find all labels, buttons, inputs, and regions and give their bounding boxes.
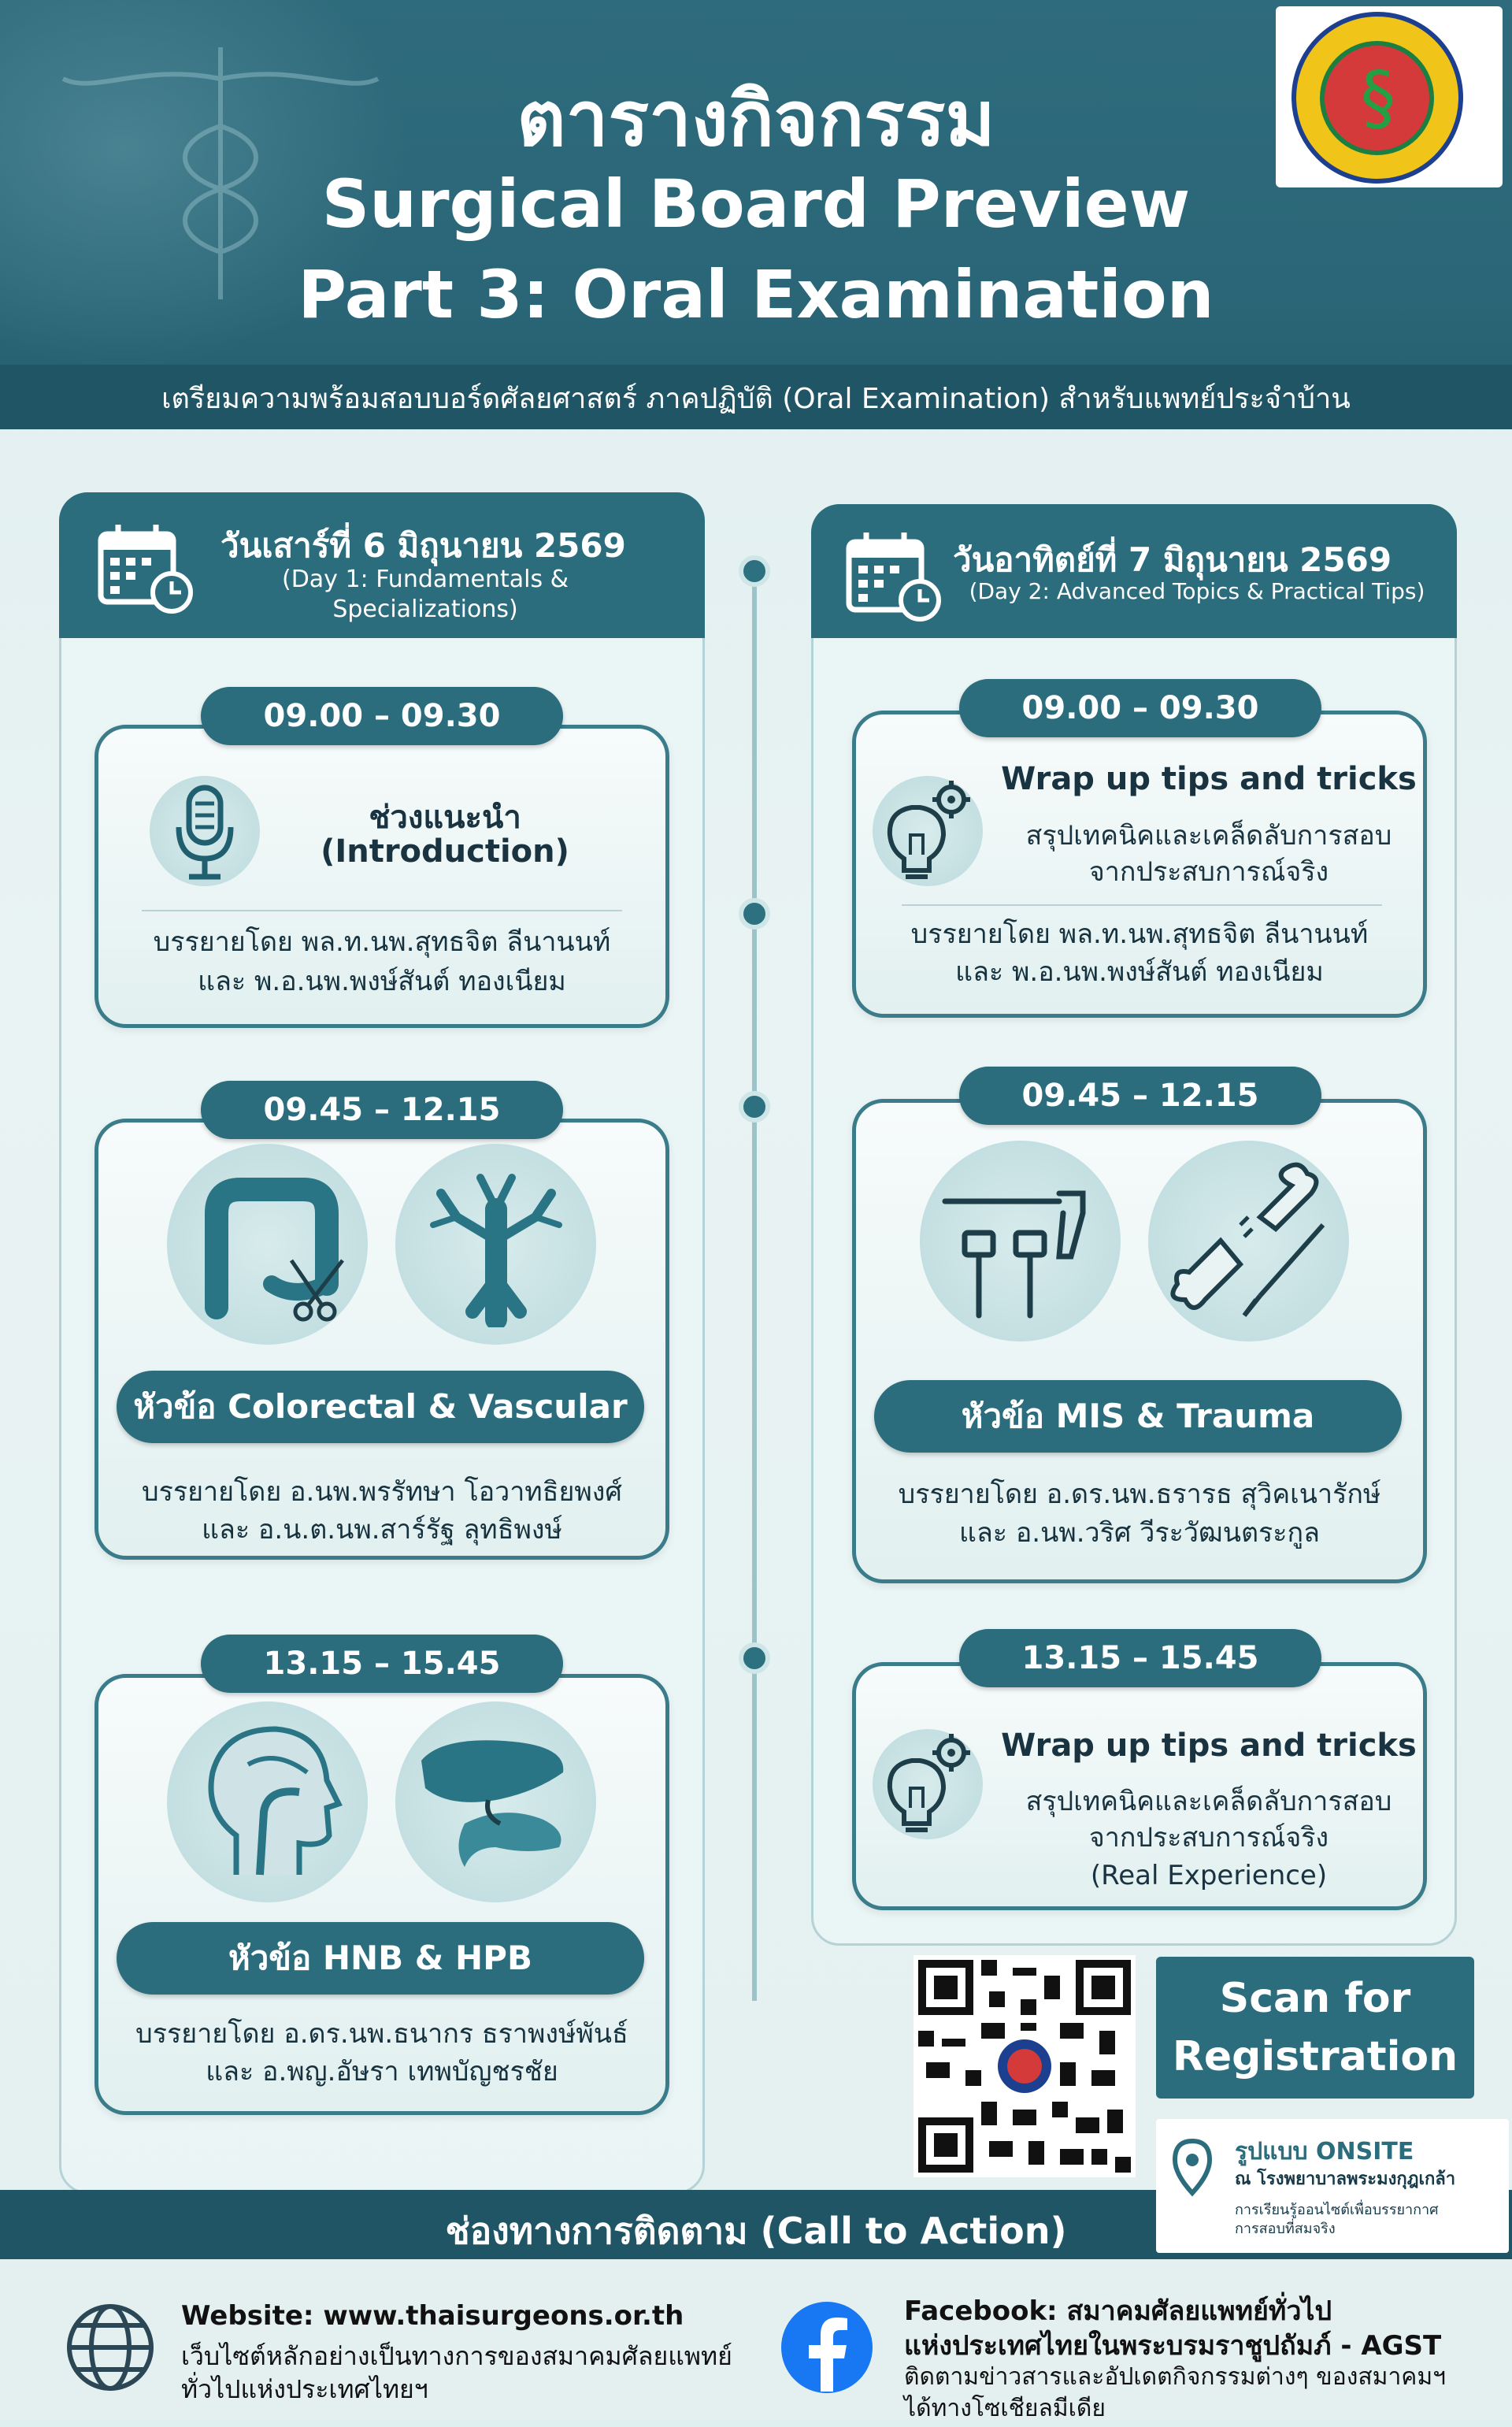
day1-title: วันเสาร์ที่ 6 มิถุนายน 2569 <box>220 526 626 565</box>
divider <box>142 910 622 911</box>
day2-session3-text3: (Real Experience) <box>1090 1860 1328 1891</box>
day1-session2-speaker2: และ อ.น.ต.นพ.สาร์รัฐ ลุทธิพงษ์ <box>202 1514 562 1546</box>
onsite-title: รูปแบบ ONSITE <box>1235 2138 1414 2165</box>
day2-session1-text1: สรุปเทคนิคและเคล็ดลับการสอบ <box>1025 820 1392 852</box>
head-neck-icon <box>189 1717 346 1883</box>
scan-label-line2: Registration <box>1172 2033 1458 2080</box>
day1-session3-topic: หัวข้อ HNB & HPB <box>117 1922 644 1995</box>
registration-qr-code[interactable] <box>914 1955 1136 2177</box>
broken-bone-icon <box>1166 1154 1335 1327</box>
timeline-dot <box>739 898 770 930</box>
day2-session3-text1: สรุปเทคนิคและเคล็ดลับการสอบ <box>1025 1786 1392 1817</box>
lightbulb-gear-icon <box>880 776 979 886</box>
timeline-dot <box>739 1091 770 1123</box>
scan-label-line1: Scan for <box>1219 1975 1411 2022</box>
globe-icon <box>63 2300 158 2395</box>
day2-title: วันอาทิตย์ที่ 7 มิถุนายน 2569 <box>953 540 1392 579</box>
day1-session1-speaker2: และ พ.อ.นพ.พงษ์สันต์ ทองเนียม <box>198 966 566 997</box>
website-label[interactable]: Website: www.thaisurgeons.or.th <box>181 2300 684 2332</box>
call-to-action-label: ช่องทางการติดตาม (Call to Action) <box>445 2210 1067 2252</box>
day2-session3-title: Wrap up tips and tricks <box>1001 1727 1417 1764</box>
day2-session1-speaker2: และ พ.อ.นพ.พงษ์สันต์ ทองเนียม <box>955 956 1324 988</box>
onsite-place: ณ โรงพยาบาลพระมงกุฎเกล้า <box>1235 2169 1456 2189</box>
facebook-label-1[interactable]: Facebook: สมาคมศัลยแพทย์ทั่วไป <box>904 2295 1332 2327</box>
day2-session1-time: 09.00 – 09.30 <box>959 679 1321 737</box>
day2-session2-speaker2: และ อ.นพ.วริศ วีระวัฒนตระกูล <box>959 1517 1320 1549</box>
onsite-note-1: การเรียนรู้ออนไซต์เพื่อบรรยากาศ <box>1235 2202 1439 2218</box>
divider <box>902 904 1382 906</box>
calendar-clock-icon <box>93 520 195 614</box>
day1-session1-title-en: (Introduction) <box>321 833 569 870</box>
vascular-tree-icon <box>417 1162 575 1327</box>
day1-session2-topic: หัวข้อ Colorectal & Vascular <box>117 1371 644 1443</box>
day1-subtitle-line1: (Day 1: Fundamentals & <box>281 566 569 593</box>
day2-session1-text2: จากประสบการณ์จริง <box>1088 856 1329 888</box>
lightbulb-gear-icon <box>880 1729 979 1839</box>
page-title-english: Surgical Board Preview <box>321 165 1191 243</box>
facebook-desc-2: ได้ทางโซเชียลมีเดีย <box>904 2395 1106 2422</box>
day2-session1-title: Wrap up tips and tricks <box>1001 761 1417 797</box>
calendar-clock-icon <box>841 528 943 622</box>
timeline-line <box>752 571 757 2001</box>
onsite-note-2: การสอบที่สมจริง <box>1235 2221 1336 2237</box>
day1-session3-speaker2: และ อ.พญ.อัษรา เทพบัญชรชัย <box>206 2056 558 2087</box>
day2-session3-text2: จากประสบการณ์จริง <box>1088 1822 1329 1854</box>
microphone-icon <box>169 784 240 882</box>
day1-session3-speaker1: บรรยายโดย อ.ดร.นพ.ธนากร ธราพงษ์พันธ์ <box>135 2018 628 2050</box>
timeline-dot <box>739 1642 770 1674</box>
day2-session3-time: 13.15 – 15.45 <box>959 1629 1321 1687</box>
day1-session3-time: 13.15 – 15.45 <box>201 1635 563 1693</box>
page-title-thai: ตารางกิจกรรม <box>517 75 995 163</box>
liver-pancreas-icon <box>410 1729 583 1879</box>
day2-session1-speaker1: บรรยายโดย พล.ท.นพ.สุทธจิต ลีนานนท์ <box>910 918 1369 950</box>
day1-session2-speaker1: บรรยายโดย อ.นพ.พรรัทษา โอวาทธิยพงศ์ <box>141 1476 622 1508</box>
facebook-icon[interactable] <box>780 2300 874 2395</box>
day1-session1-speaker1: บรรยายโดย พล.ท.นพ.สุทธจิต ลีนานนท์ <box>153 926 611 958</box>
page-subtitle: เตรียมความพร้อมสอบบอร์ดศัลยศาสตร์ ภาคปฏิบัติ (Oral Examination) สำหรับแพทย์ประจำบ้าน <box>161 383 1351 415</box>
day1-session1-title-th: ช่วงแนะนำ <box>369 800 521 836</box>
day1-session1-time: 09.00 – 09.30 <box>201 687 563 745</box>
colon-icon <box>185 1166 350 1323</box>
page-title-part: Part 3: Oral Examination <box>298 256 1214 333</box>
facebook-label-2[interactable]: แห่งประเทศไทยในพระบรมราชูปถัมภ์ - AGST <box>904 2330 1442 2362</box>
location-pin-icon <box>1170 2138 1214 2198</box>
qr-code-icon <box>918 1960 1131 2173</box>
website-desc-2: ทั่วไปแห่งประเทศไทยฯ <box>181 2374 428 2404</box>
snake-emblem-icon: § <box>1360 57 1396 139</box>
day1-subtitle-line2: Specializations) <box>332 596 518 623</box>
day2-session2-time: 09.45 – 12.15 <box>959 1067 1321 1125</box>
laparoscopic-tools-icon <box>933 1182 1106 1323</box>
day2-session2-topic: หัวข้อ MIS & Trauma <box>874 1380 1402 1453</box>
website-desc-1: เว็บไซต์หลักอย่างเป็นทางการของสมาคมศัลยแพทย์ <box>181 2341 732 2371</box>
day2-subtitle: (Day 2: Advanced Topics & Practical Tips) <box>969 578 1425 604</box>
facebook-desc-1: ติดตามข่าวสารและอัปเดตกิจกรรมต่างๆ ของสมาคมฯ <box>904 2363 1446 2391</box>
timeline-dot <box>739 555 770 587</box>
day1-session2-time: 09.45 – 12.15 <box>201 1081 563 1139</box>
day2-session2-speaker1: บรรยายโดย อ.ดร.นพ.ธรารธ สุวิคเนารักษ์ <box>898 1479 1381 1510</box>
